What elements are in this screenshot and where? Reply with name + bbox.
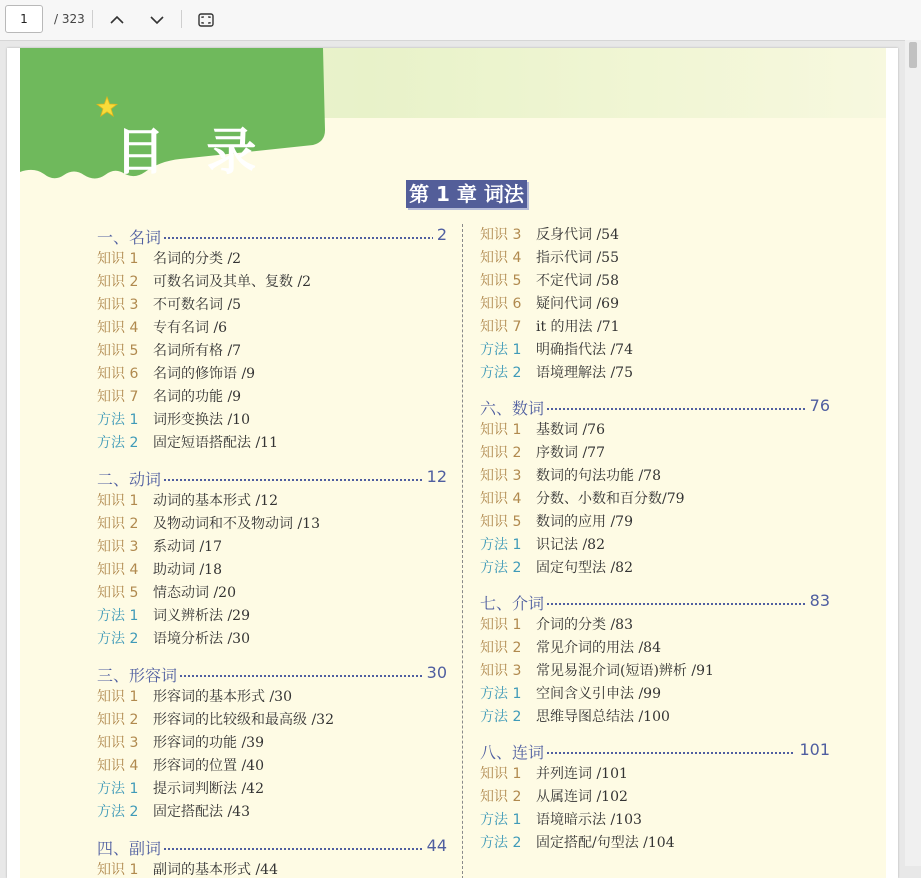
- knowledge-tag: 知识 3: [480, 663, 522, 679]
- knowledge-tag: 知识 3: [97, 735, 139, 751]
- section-page-number: 101: [795, 740, 830, 759]
- knowledge-tag: 知识 1: [97, 689, 139, 705]
- entry-text: 分数、小数和百分数/79: [536, 491, 685, 507]
- method-tag: 方法 2: [97, 435, 139, 451]
- knowledge-tag: 知识 3: [480, 227, 522, 243]
- page-title: 目 录: [115, 123, 269, 181]
- entry-text: it 的用法 /71: [536, 319, 620, 335]
- section-title: 八、连词: [480, 740, 546, 763]
- previous-page-button[interactable]: [105, 8, 129, 32]
- knowledge-tag: 知识 4: [480, 250, 522, 266]
- chapter-badge: 第 1 章 词法: [406, 180, 527, 208]
- section-heading[interactable]: [480, 396, 830, 418]
- knowledge-tag: 知识 3: [480, 468, 522, 484]
- entry-text: 不定代词 /58: [536, 273, 619, 289]
- knowledge-tag: 知识 1: [480, 422, 522, 438]
- entry-text: 从属连词 /102: [536, 789, 628, 805]
- entry-text: 指示代词 /55: [536, 250, 619, 266]
- entry-text: 形容词的功能 /39: [153, 735, 264, 751]
- entry-text: 疑问代词 /69: [536, 296, 619, 312]
- entry-text: 思维导图总结法 /100: [536, 709, 670, 725]
- knowledge-tag: 知识 6: [97, 366, 139, 382]
- method-tag: 方法 2: [97, 631, 139, 647]
- entry-text: 名词所有格 /7: [153, 343, 242, 359]
- knowledge-tag: 知识 4: [480, 491, 522, 507]
- entry-text: 语境暗示法 /103: [536, 812, 642, 828]
- knowledge-tag: 知识 3: [97, 539, 139, 555]
- page-number-input[interactable]: [5, 5, 43, 33]
- entry-text: 识记法 /82: [536, 537, 605, 553]
- column-divider: [462, 224, 463, 878]
- section-page-number: 30: [423, 663, 447, 682]
- entry-text: 常见介词的用法 /84: [536, 640, 661, 656]
- entry-text: 名词的修饰语 /9: [153, 366, 256, 382]
- method-tag: 方法 2: [97, 804, 139, 820]
- entry-text: 数词的句法功能 /78: [536, 468, 661, 484]
- section-heading[interactable]: [97, 836, 447, 858]
- entry-text: 名词的分类 /2: [153, 251, 242, 267]
- knowledge-tag: 知识 7: [480, 319, 522, 335]
- fit-to-page-icon: [198, 13, 214, 27]
- entry-text: 名词的功能 /9: [153, 389, 242, 405]
- section-title: 七、介词: [480, 591, 546, 614]
- entry-text: 反身代词 /54: [536, 227, 619, 243]
- section-page-number: 83: [806, 591, 830, 610]
- knowledge-tag: 知识 2: [97, 516, 139, 532]
- knowledge-tag: 知识 4: [97, 320, 139, 336]
- entry-text: 动词的基本形式 /12: [153, 493, 278, 509]
- section-heading[interactable]: [97, 663, 447, 685]
- entry-text: 不可数名词 /5: [153, 297, 242, 313]
- knowledge-tag: 知识 4: [97, 562, 139, 578]
- knowledge-tag: 知识 2: [97, 712, 139, 728]
- entry-text: 并列连词 /101: [536, 766, 628, 782]
- entry-text: 常见易混介词(短语)辨析 /91: [536, 663, 714, 679]
- section-title: 二、动词: [97, 467, 163, 490]
- entry-text: 语境分析法 /30: [153, 631, 250, 647]
- entry-text: 助动词 /18: [153, 562, 222, 578]
- toolbar-separator: [92, 10, 93, 28]
- entry-text: 空间含义引申法 /99: [536, 686, 661, 702]
- knowledge-tag: 知识 5: [97, 585, 139, 601]
- entry-text: 系动词 /17: [153, 539, 222, 555]
- knowledge-tag: 知识 3: [97, 297, 139, 313]
- entry-text: 形容词的位置 /40: [153, 758, 264, 774]
- entry-text: 明确指代法 /74: [536, 342, 633, 358]
- method-tag: 方法 2: [480, 365, 522, 381]
- knowledge-tag: 知识 1: [97, 493, 139, 509]
- scrollbar-thumb[interactable]: [909, 42, 917, 68]
- page-content: [20, 48, 886, 878]
- entry-text: 固定搭配法 /43: [153, 804, 250, 820]
- method-tag: 方法 1: [97, 608, 139, 624]
- knowledge-tag: 知识 5: [480, 514, 522, 530]
- knowledge-tag: 知识 1: [480, 617, 522, 633]
- section-title: 六、数词: [480, 396, 546, 419]
- section-heading[interactable]: [97, 467, 447, 489]
- method-tag: 方法 2: [480, 709, 522, 725]
- method-tag: 方法 1: [97, 412, 139, 428]
- entry-text: 可数名词及其单、复数 /2: [153, 274, 312, 290]
- section-page-number: 12: [423, 467, 447, 486]
- section-page-number: 44: [423, 836, 447, 855]
- knowledge-tag: 知识 6: [480, 296, 522, 312]
- entry-text: 形容词的比较级和最高级 /32: [153, 712, 334, 728]
- knowledge-tag: 知识 2: [480, 789, 522, 805]
- method-tag: 方法 1: [480, 812, 522, 828]
- section-title: 四、副词: [97, 836, 163, 859]
- knowledge-tag: 知识 5: [480, 273, 522, 289]
- entry-text: 序数词 /77: [536, 445, 605, 461]
- knowledge-tag: 知识 2: [97, 274, 139, 290]
- entry-text: 基数词 /76: [536, 422, 605, 438]
- entry-text: 语境理解法 /75: [536, 365, 633, 381]
- method-tag: 方法 2: [480, 835, 522, 851]
- next-page-button[interactable]: [145, 8, 169, 32]
- page-total: / 323: [54, 12, 85, 26]
- method-tag: 方法 1: [480, 686, 522, 702]
- method-tag: 方法 1: [97, 781, 139, 797]
- section-page-number: 76: [806, 396, 830, 415]
- chevron-down-icon: [150, 15, 164, 25]
- entry-text: 词义辨析法 /29: [153, 608, 250, 624]
- entry-text: 提示词判断法 /42: [153, 781, 264, 797]
- knowledge-tag: 知识 1: [97, 862, 139, 878]
- entry-text: 固定搭配/句型法 /104: [536, 835, 675, 851]
- method-tag: 方法 2: [480, 560, 522, 576]
- entry-text: 固定句型法 /82: [536, 560, 633, 576]
- knowledge-tag: 知识 7: [97, 389, 139, 405]
- fit-page-button[interactable]: [194, 8, 218, 32]
- entry-text: 词形变换法 /10: [153, 412, 250, 428]
- section-title: 一、名词: [97, 225, 163, 248]
- entry-text: 专有名词 /6: [153, 320, 228, 336]
- section-heading[interactable]: [97, 225, 447, 247]
- knowledge-tag: 知识 4: [97, 758, 139, 774]
- entry-text: 数词的应用 /79: [536, 514, 633, 530]
- section-heading[interactable]: [480, 740, 830, 762]
- knowledge-tag: 知识 1: [97, 251, 139, 267]
- method-tag: 方法 1: [480, 537, 522, 553]
- knowledge-tag: 知识 2: [480, 640, 522, 656]
- entry-text: 固定短语搭配法 /11: [153, 435, 278, 451]
- entry-text: 副词的基本形式 /44: [153, 862, 278, 878]
- knowledge-tag: 知识 1: [480, 766, 522, 782]
- section-heading[interactable]: [480, 591, 830, 613]
- toolbar-separator: [181, 10, 182, 28]
- viewer-toolbar: [0, 0, 921, 41]
- entry-text: 介词的分类 /83: [536, 617, 633, 633]
- section-page-number: 2: [433, 225, 447, 244]
- knowledge-tag: 知识 5: [97, 343, 139, 359]
- entry-text: 形容词的基本形式 /30: [153, 689, 292, 705]
- pdf-page: [7, 48, 898, 878]
- knowledge-tag: 知识 2: [480, 445, 522, 461]
- vertical-scrollbar[interactable]: [905, 40, 921, 866]
- entry-text: 情态动词 /20: [153, 585, 236, 601]
- entry-text: 及物动词和不及物动词 /13: [153, 516, 320, 532]
- section-title: 三、形容词: [97, 663, 179, 686]
- chevron-up-icon: [110, 15, 124, 25]
- method-tag: 方法 1: [480, 342, 522, 358]
